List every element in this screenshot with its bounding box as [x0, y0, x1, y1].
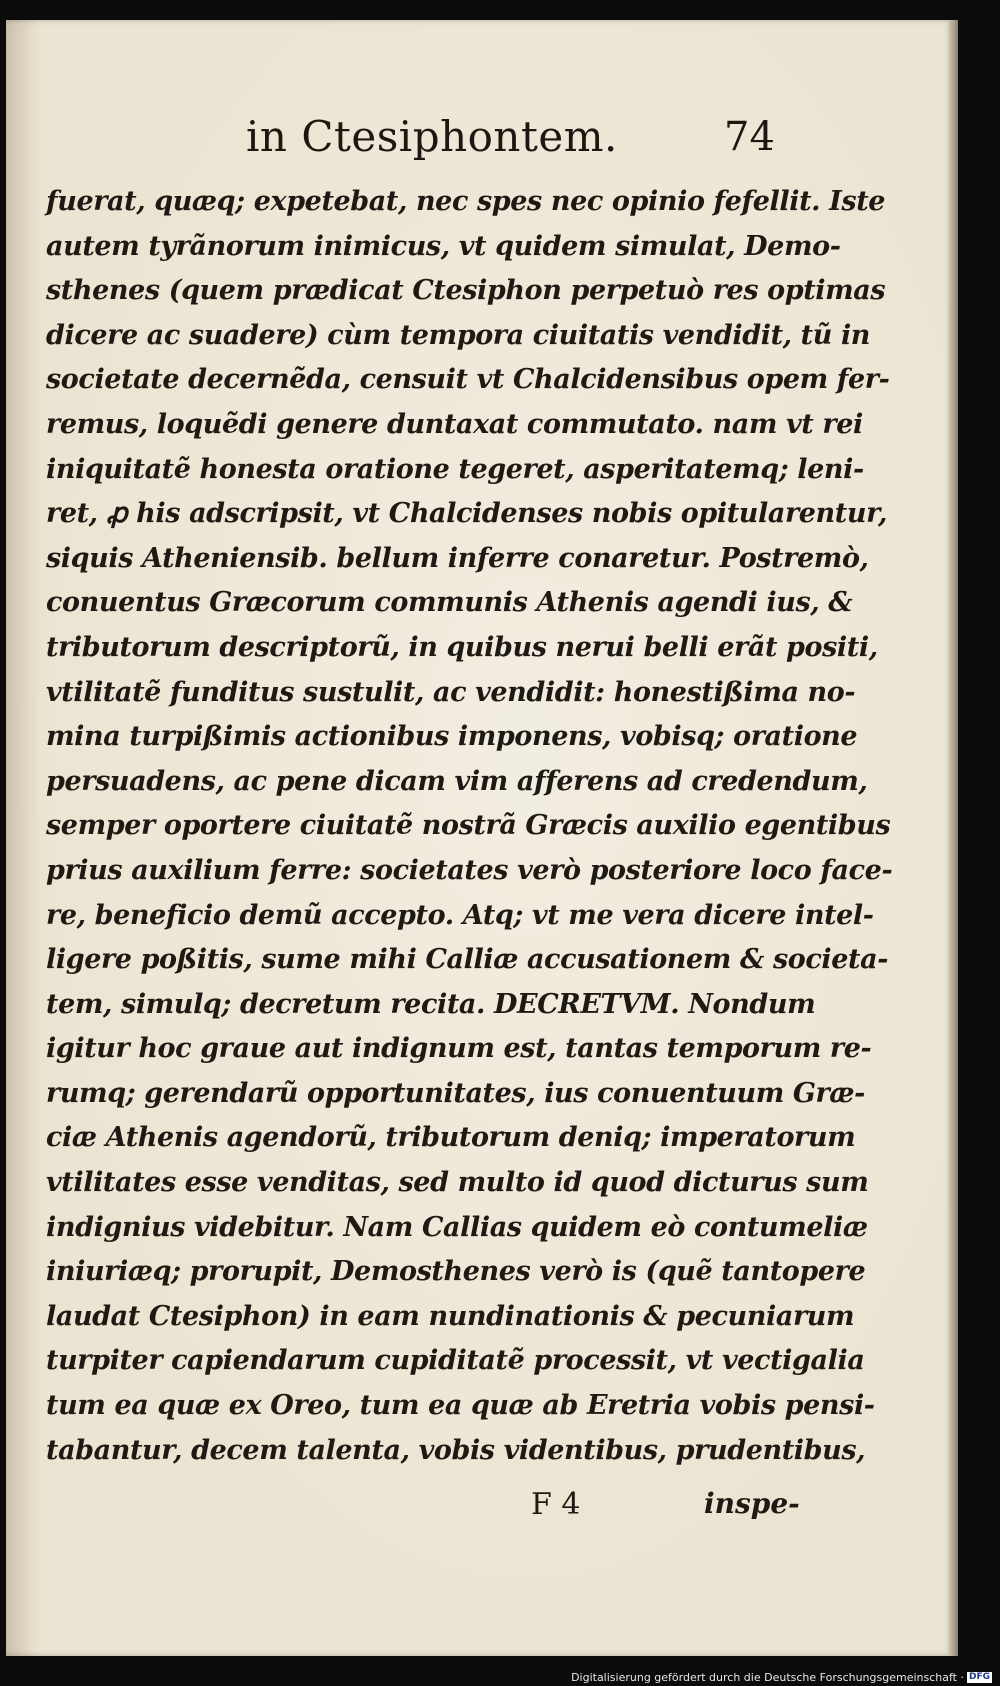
text-line: laudat Ctesiphon) in eam nundinationis & pecuniarum — [46, 1300, 855, 1332]
text-line: fuerat, quæq; expetebat, nec spes nec opinio fefellit. Iste — [46, 186, 886, 217]
book-page — [6, 20, 953, 1656]
text-line: indignius videbitur. Nam Callias quidem eò contumeliæ — [46, 1211, 868, 1243]
text-line: re, beneficio demũ accepto. Atq; vt me vera dicere intel- — [46, 899, 874, 931]
text-line: vtilitates esse venditas, sed multo id quod dicturus sum — [46, 1167, 869, 1199]
page-header — [6, 112, 953, 172]
text-line: igitur hoc graue aut indignum est, tantas temporum re- — [46, 1033, 872, 1065]
body-text — [46, 180, 893, 1473]
text-line: tabantur, decem talenta, vobis videntibus, prudentibus, — [46, 1434, 866, 1466]
page-number: 74 — [724, 114, 775, 160]
text-line: ret, ꝓ his adscripsit, vt Chalcidenses nobis opitularentur, — [46, 498, 887, 530]
text-line: mina turpißimis actionibus imponens, vobisq; oratione — [46, 721, 858, 753]
signature-mark: F 4 — [531, 1487, 581, 1522]
text-line: iniquitatẽ honesta oratione tegeret, asperitatemq; leni- — [46, 453, 864, 485]
catchword: inspe- — [704, 1487, 800, 1520]
page-edge — [948, 20, 958, 1656]
text-line: ligere poßitis, sume mihi Calliæ accusationem & societa- — [46, 944, 889, 976]
text-line: societate decernẽda, censuit vt Chalcidensibus opem fer- — [46, 364, 890, 396]
credit-text: Digitalisierung gefördert durch die Deutsche Forschungsgemeinschaft · — [571, 1671, 964, 1684]
text-line: remus, loquẽdi genere duntaxat commutato. nam vt rei — [46, 408, 863, 440]
text-line: persuadens, ac pene dicam vim afferens ad credendum, — [46, 765, 868, 797]
digitization-credit — [571, 1671, 992, 1684]
text-line: prius auxilium ferre: societates verò posteriore loco face- — [46, 854, 893, 886]
text-line: turpiter capiendarum cupiditatẽ processit, vt vectigalia — [46, 1345, 865, 1377]
page-footer — [6, 1487, 953, 1531]
text-line: ciæ Athenis agendorũ, tributorum deniq; imperatorum — [46, 1122, 856, 1154]
text-line: tum ea quæ ex Oreo, tum ea quæ ab Eretria vobis pensi- — [46, 1390, 875, 1422]
dfg-logo-icon: DFG — [968, 1672, 990, 1682]
running-title: in Ctesiphontem. — [246, 112, 618, 161]
text-line: vtilitatẽ funditus sustulit, ac vendidit: honestißima no- — [46, 676, 856, 708]
text-line: tem, simulq; decretum recita. DECRETVM. Nondum — [46, 988, 816, 1020]
text-line: autem tyrãnorum inimicus, vt quidem simulat, Demo- — [46, 230, 841, 262]
text-line: semper oportere ciuitatẽ nostrã Græcis auxilio egentibus — [46, 810, 891, 842]
text-line: conuentus Græcorum communis Athenis agendi ius, & — [46, 587, 853, 619]
text-line: iniuriæq; prorupit, Demosthenes verò is (quẽ tantopere — [46, 1256, 866, 1288]
text-line: sthenes (quem prædicat Ctesiphon perpetuò res optimas — [46, 275, 886, 307]
text-line: dicere ac suadere) cùm tempora ciuitatis vendidit, tũ in — [46, 319, 871, 351]
text-line: rumq; gerendarũ opportunitates, ius conuentuum Græ- — [46, 1077, 865, 1109]
text-line: siquis Atheniensib. bellum inferre conaretur. Postremò, — [46, 542, 869, 574]
text-line: tributorum descriptorũ, in quibus nerui belli erãt positi, — [46, 631, 878, 663]
